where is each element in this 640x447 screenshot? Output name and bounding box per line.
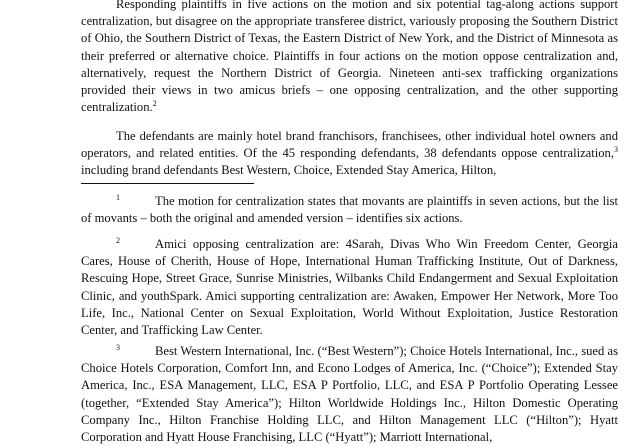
footnote-3: 3 Best Western International, Inc. (“Best Western”); Choice Hotels International, Inc., sued as Choice Hotels Corporation, Comfort Inn, and Econo Lodges of America, Inc. (“Choice”); Extended Stay America, Inc., ESA Management, LLC, ESA P Portfolio, LLC, and ESA P Portfolio Operating Lessee (together, “Extended Stay America”); Hilton Worldwide Holdings Inc., Hilton Domestic Operating Company Inc., Hilton Franchise Holding LLC, and Hilton Management LLC (“Hilton”); Hyatt Corporation and Hyatt House Franchising, LLC (“Hyatt”); Marriott International, xyxy=(81,343,618,445)
paragraph-1-text: Responding plaintiffs in five actions on the motion and six potential tag-along actions support centralization, but disagree on the appropriate transferee district, variously proposing the Southern District of Ohio, the Southern District of Texas, the Eastern District of New York, and the District of Minnesota as their preferred or alternative choice. Plaintiffs in four actions on the motion oppose centralization and, alternatively, request the Northern District of Georgia. Nineteen anti-sex trafficking organizations provided their views in two amicus briefs – one opposing centralization, and the other supporting centralization. xyxy=(81,0,618,115)
footnote-ref-3: 3 xyxy=(614,145,618,155)
paragraph-2-text-after-ref: including brand defendants Best Western, Choice, Extended Stay America, Hilton, xyxy=(81,163,497,178)
footnote-2-text: Amici opposing centralization are: 4Sarah, Divas Who Win Freedom Center, Georgia Cares, House of Cherith, House of Hope, International Human Trafficking Institute, Out of Darkness, Rescuing Hope, Street Grace, Sunrise Ministries, Wilbanks Child Endangerment and Sexual Exploitation Clinic, and youthSpark. Amici supporting centralization are: Awaken, Empower Her Network, More Too Life, Inc., National Center on Sexual Exploitation, World Without Exploitation, Justice Restoration Center, and Trafficking Law Center. xyxy=(81,237,618,338)
footnote-2: 2 Amici opposing centralization are: 4Sarah, Divas Who Win Freedom Center, Georgia Cares, House of Cherith, House of Hope, International Human Trafficking Institute, Out of Darkness, Rescuing Hope, Street Grace, Sunrise Ministries, Wilbanks Child Endangerment and Sexual Exploitation Clinic, and youthSpark. Amici supporting centralization are: Awaken, Empower Her Network, More Too Life, Inc., National Center on Sexual Exploitation, World Without Exploitation, Justice Restoration Center, and Trafficking Law Center. xyxy=(81,236,618,338)
footnote-1: 1 The motion for centralization states that movants are plaintiffs in seven actions, but the list of movants – both the original and amended version – identifies six actions. xyxy=(81,193,618,226)
body-paragraph-2 xyxy=(81,128,618,180)
footnote-3-text: Best Western International, Inc. (“Best Western”); Choice Hotels International, Inc., sued as Choice Hotels Corporation, Comfort Inn, and Econo Lodges of America, Inc. (“Choice”); Extended Stay America, Inc., ESA Management, LLC, ESA P Portfolio, LLC, and ESA P Portfolio Operating Lessee (together, “Extended Stay America”); Hilton Worldwide Holdings Inc., Hilton Domestic Operating Company Inc., Hilton Franchise Holding LLC, and Hilton Management LLC (“Hilton”); Hyatt Corporation and Hyatt House Franchising, LLC (“Hyatt”); Marriott International, xyxy=(81,344,618,445)
body-paragraph-1 xyxy=(81,0,618,116)
footnote-divider xyxy=(81,183,254,184)
paragraph-2-text-before-ref: The defendants are mainly hotel brand franchisors, franchisees, other individual hotel owners and operators, and related entities. Of the 45 responding defendants, 38 defendants oppose centralization, xyxy=(81,129,618,161)
footnote-ref-2: 2 xyxy=(152,99,157,109)
footnote-1-text: The motion for centralization states that movants are plaintiffs in seven actions, but the list of movants – both the original and amended version – identifies six actions. xyxy=(81,194,618,226)
